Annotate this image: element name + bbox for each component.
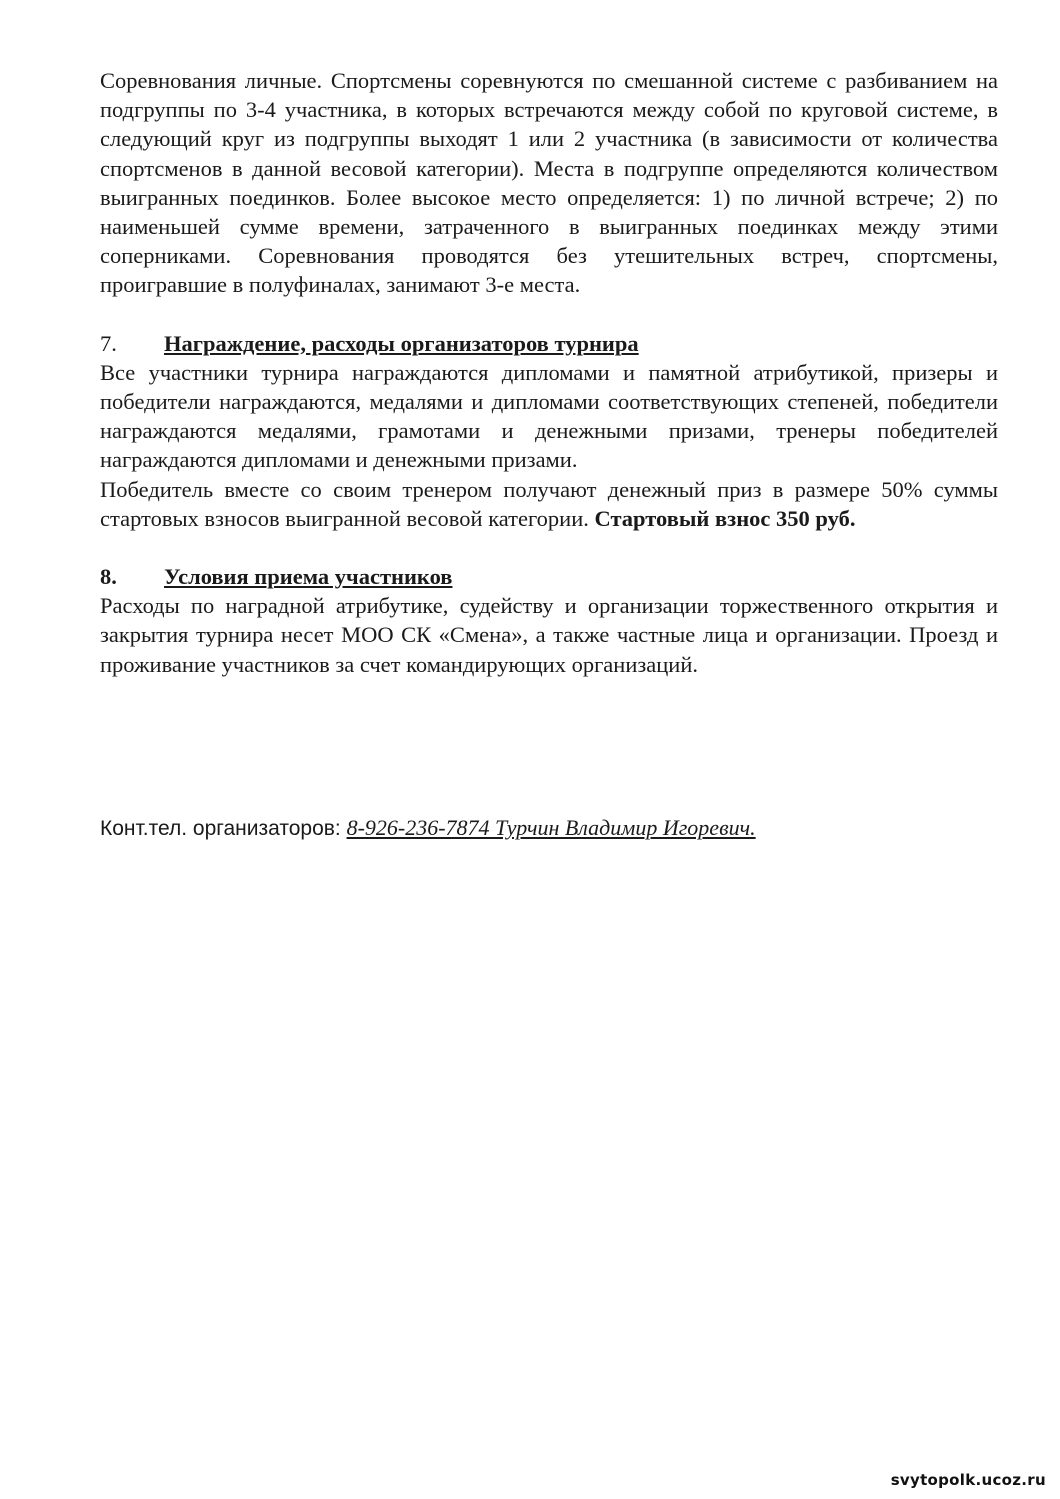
- contact-phone-name: 8-926-236-7874 Турчин Владимир Игоревич.: [346, 815, 756, 840]
- section-admission-heading: [100, 562, 998, 591]
- awards-paragraph: Все участники турнира награждаются дипломами и памятной атрибутикой, призеры и победители награждаются, медалями и дипломами соответствующих степеней, победители награждаются медалями, грамотами и денежными призами, тренеры победителей награждаются дипломами и денежными призами.: [100, 359, 998, 473]
- section-awards-number: 7.: [100, 330, 117, 356]
- entry-fee: Стартовый взнос 350 руб.: [594, 505, 856, 531]
- site-watermark: svytopolk.ucoz.ru: [890, 1471, 1046, 1489]
- admission-paragraph: Расходы по наградной атрибутике, судейству и организации торжественного открытия и закрытия турнира несет МОО СК «Смена», а также частные лица и организации. Проезд и проживание участников за счет командирующих организаций.: [100, 593, 998, 677]
- prize-text: Победитель вместе со своим тренером получают денежный приз в размере 50% суммы стартовых взносов выигранной весовой категории.: [100, 476, 998, 531]
- document-page: [100, 66, 998, 679]
- section-admission: [100, 562, 998, 679]
- section-admission-title: Условия приема участников: [164, 564, 453, 590]
- contact-label: Конт.тел. организаторов:: [100, 817, 347, 840]
- section-awards-heading: [100, 329, 998, 358]
- prize-paragraph: [100, 475, 998, 533]
- organizer-contact: [100, 813, 756, 843]
- section-admission-number: 8.: [100, 564, 117, 590]
- section-awards: [100, 329, 998, 533]
- section-awards-title: Награждение, расходы организаторов турнира: [164, 330, 639, 356]
- competition-rules-paragraph: Соревнования личные. Спортсмены соревнуются по смешанной системе с разбиванием на подгруппы по 3-4 участника, в которых встречаются между собой по круговой системе, в следующий круг из подгруппы выходят 1 или 2 участника (в зависимости от количества спортсменов в данной весовой категории). Места в подгруппе определяются количеством выигранных поединков. Более высокое место определяется: 1) по личной встрече; 2) по наименьшей сумме времени, затраченного в выигранных поединках между этими соперниками. Соревнования проводятся без утешительных встреч, спортсмены, проигравшие в полуфиналах, занимают 3-е места.: [100, 68, 998, 298]
